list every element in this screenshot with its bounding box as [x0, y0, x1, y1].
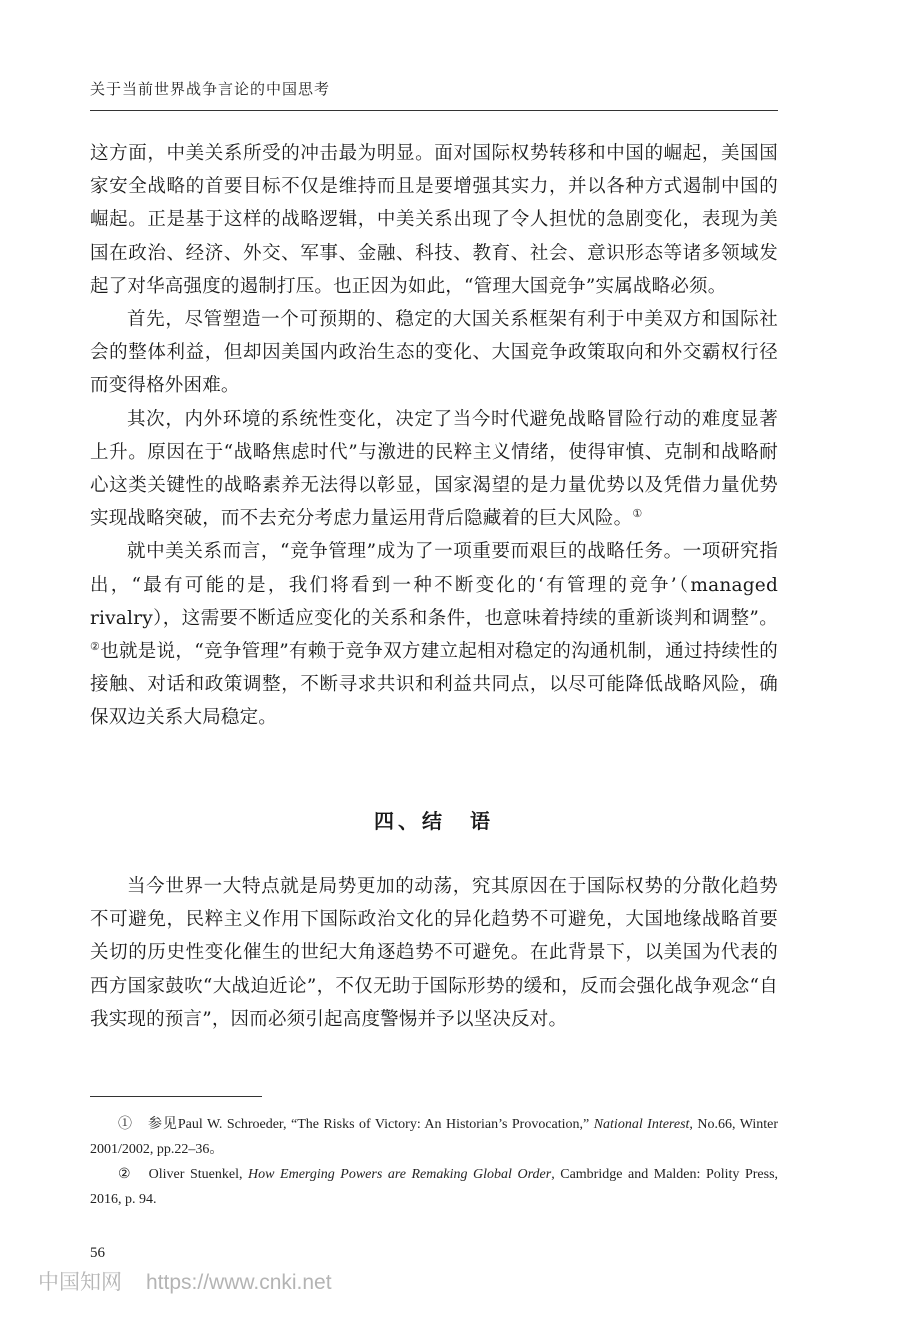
page-number: 56 [90, 1245, 105, 1261]
footnote-2-prefix: Oliver Stuenkel, [148, 1167, 249, 1182]
watermark-site-name: 中国知网 [38, 1270, 122, 1294]
footnote-2-suffix: , Cambridge and Malden: Polity Press, 2016, p. 94. [90, 1167, 779, 1207]
footnote-2-book-title: How Emerging Powers are Remaking Global Order [248, 1167, 552, 1182]
section-heading: 四、结 语 [374, 809, 494, 833]
body-paragraph-1: 这方面，中美关系所受的冲击最为明显。面对国际权势转移和中国的崛起，美国国家安全战略的首要目标不仅是维持而且是要增强其实力，并以各种方式遏制中国的崛起。正是基于这样的战略逻辑，中美关系出现了令人担忧的急剧变化，表现为美国在政治、经济、外交、军事、金融、科技、教育、社会、意识形态等诸多领域发起了对华高强度的遏制打压。也正因为如此，“管理大国竞争”实属战略必须。 [90, 143, 778, 297]
body-paragraph-2: 首先，尽管塑造一个可预期的、稳定的大国关系框架有利于中美双方和国际社会的整体利益，但却因美国内政治生态的变化、大国竞争政策取向和外交霸权行径而变得格外困难。 [90, 309, 778, 397]
article-body [90, 137, 778, 735]
cnki-watermark [38, 1266, 332, 1296]
footnotes [90, 1112, 778, 1212]
header-rule [90, 110, 778, 111]
footnote-rule [90, 1096, 262, 1097]
paragraph-4-text: 就中美关系而言，“竞争管理”成为了一项重要而艰巨的战略任务。一项研究指出，“最有可能的是，我们将看到一种不断变化的‘有管理的竞争’（managed rivalry），这需要不断适应变化的关系和条件，也意味着持续的重新谈判和调整”。 [90, 541, 778, 629]
conclusion-paragraph: 当今世界一大特点就是局势更加的动荡，究其原因在于国际权势的分散化趋势不可避免，民粹主义作用下国际政治文化的异化趋势不可避免，大国地缘战略首要关切的历史性变化催生的世纪大角逐趋势不可避免。在此背景下，以美国为代表的西方国家鼓吹“大战迫近论”，不仅无助于国际形势的缓和，反而会强化战争观念“自我实现的预言”，因而必须引起高度警惕并予以坚决反对。 [90, 876, 778, 1030]
body-paragraph-3 [90, 403, 778, 536]
body-paragraph-4 [90, 535, 778, 734]
footnote-ref-2[interactable]: ② [90, 639, 101, 653]
conclusion-section [90, 870, 778, 1036]
footnote-1-journal: National Interest [593, 1117, 690, 1132]
paragraph-3-text: 其次，内外环境的系统性变化，决定了当今时代避免战略冒险行动的难度显著上升。原因在于“战略焦虑时代”与激进的民粹主义情绪，使得审慎、克制和战略耐心这类关键性的战略素养无法得以彰显，国家渴望的是力量优势以及凭借力量优势实现战略突破，而不去充分考虑力量运用背后隐藏着的巨大风险。 [90, 408, 778, 530]
footnote-1-prefix: 参见Paul W. Schroeder, “The Risks of Victory: An Historian’s Provocation,” [147, 1117, 594, 1132]
footnote-1 [90, 1112, 778, 1162]
footnote-1-suffix: , No.66, Winter 2001/2002, pp.22–36。 [90, 1117, 779, 1157]
running-header: 关于当前世界战争言论的中国思考 [90, 80, 331, 98]
footnote-2-marker: ② [118, 1167, 133, 1182]
paragraph-4-continuation: 也就是说，“竞争管理”有赖于竞争双方建立起相对稳定的沟通机制，通过持续性的接触、对话和政策调整，不断寻求共识和利益共同点，以尽可能降低战略风险，确保双边关系大局稳定。 [90, 641, 779, 729]
watermark-url: https://www.cnki.net [146, 1271, 332, 1294]
footnote-1-marker: ① [118, 1117, 133, 1132]
footnote-2 [90, 1162, 778, 1212]
footnote-ref-1[interactable]: ① [632, 507, 643, 521]
